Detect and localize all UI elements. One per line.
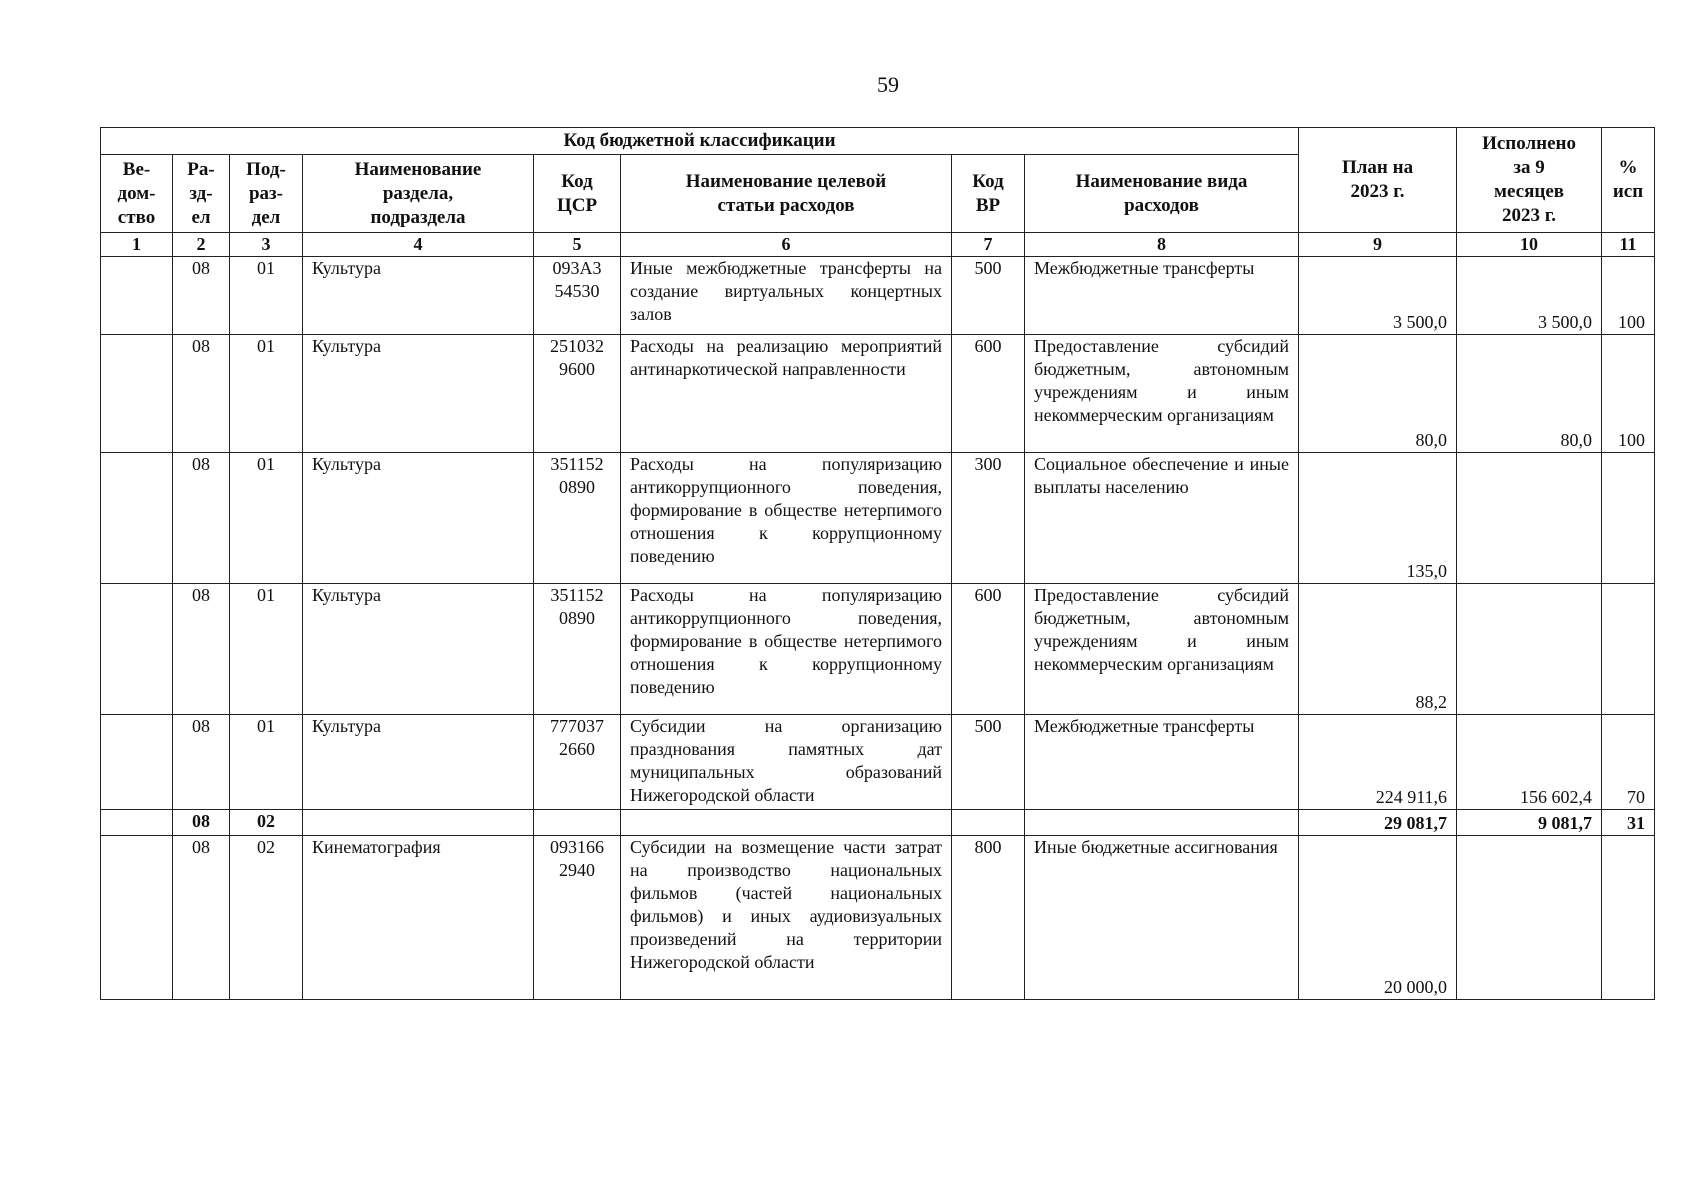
department-cell — [101, 810, 173, 836]
column-number: 6 — [621, 233, 952, 257]
expense-type-cell — [1025, 810, 1299, 836]
percent-cell: 100 — [1602, 335, 1655, 453]
vr-header: Код ВР — [952, 155, 1025, 233]
section-cell: 08 — [173, 715, 230, 810]
target-name-cell: Расходы на реализацию мероприятий антинаркотической направленности — [621, 335, 952, 453]
percent-cell — [1602, 453, 1655, 584]
target-name-cell: Расходы на популяризацию антикоррупционного поведения, формирование в обществе нетерпимого отношения к коррупционному поведению — [621, 584, 952, 715]
table-row — [101, 584, 1655, 715]
section-header: Ра- зд- ел — [173, 155, 230, 233]
column-number: 2 — [173, 233, 230, 257]
table-body — [101, 257, 1655, 1000]
plan-cell: 80,0 — [1299, 335, 1457, 453]
executed-cell: 156 602,4 — [1457, 715, 1602, 810]
subsection-cell: 02 — [230, 810, 303, 836]
target-name-cell: Субсидии на возмещение части затрат на производство национальных фильмов (частей национальных фильмов) и иных аудиовизуальных произведений на территории Нижегородской области — [621, 836, 952, 1000]
csr-cell: 093А3 54530 — [534, 257, 621, 335]
executed-header: Исполнено за 9 месяцев 2023 г. — [1457, 128, 1602, 233]
executed-cell — [1457, 584, 1602, 715]
executed-total-cell: 9 081,7 — [1457, 810, 1602, 836]
section-cell: 08 — [173, 836, 230, 1000]
department-cell — [101, 257, 173, 335]
executed-cell — [1457, 836, 1602, 1000]
department-cell — [101, 836, 173, 1000]
table-row — [101, 836, 1655, 1000]
section-name-cell: Культура — [303, 584, 534, 715]
vr-cell: 600 — [952, 584, 1025, 715]
vr-cell: 600 — [952, 335, 1025, 453]
vr-cell: 300 — [952, 453, 1025, 584]
csr-cell: 351152 0890 — [534, 584, 621, 715]
expense-type-cell: Межбюджетные трансферты — [1025, 257, 1299, 335]
section-name-header: Наименование раздела, подраздела — [303, 155, 534, 233]
plan-cell: 224 911,6 — [1299, 715, 1457, 810]
column-number: 8 — [1025, 233, 1299, 257]
subsection-cell: 01 — [230, 257, 303, 335]
percent-total-cell: 31 — [1602, 810, 1655, 836]
percent-cell — [1602, 836, 1655, 1000]
department-cell — [101, 715, 173, 810]
department-header: Ве- дом- ство — [101, 155, 173, 233]
csr-cell: 777037 2660 — [534, 715, 621, 810]
column-number: 9 — [1299, 233, 1457, 257]
csr-cell: 351152 0890 — [534, 453, 621, 584]
table-row — [101, 453, 1655, 584]
target-name-header: Наименование целевой статьи расходов — [621, 155, 952, 233]
section-cell: 08 — [173, 584, 230, 715]
section-cell: 08 — [173, 257, 230, 335]
expense-type-header: Наименование вида расходов — [1025, 155, 1299, 233]
section-name-cell: Культура — [303, 453, 534, 584]
column-number: 4 — [303, 233, 534, 257]
section-cell: 08 — [173, 453, 230, 584]
subsection-cell: 01 — [230, 335, 303, 453]
plan-cell: 88,2 — [1299, 584, 1457, 715]
expense-type-cell: Предоставление субсидий бюджетным, автономным учреждениям и иным некоммерческим организациям — [1025, 335, 1299, 453]
section-cell: 08 — [173, 335, 230, 453]
plan-cell: 135,0 — [1299, 453, 1457, 584]
summary-row — [101, 810, 1655, 836]
section-name-cell: Кинематография — [303, 836, 534, 1000]
percent-header: % исп — [1602, 128, 1655, 233]
subsection-cell: 02 — [230, 836, 303, 1000]
executed-cell — [1457, 453, 1602, 584]
plan-cell: 3 500,0 — [1299, 257, 1457, 335]
budget-classification-header: Код бюджетной классификации — [101, 128, 1299, 155]
target-name-cell: Субсидии на организацию празднования памятных дат муниципальных образований Нижегородской области — [621, 715, 952, 810]
expense-type-cell: Иные бюджетные ассигнования — [1025, 836, 1299, 1000]
percent-cell: 100 — [1602, 257, 1655, 335]
vr-cell: 500 — [952, 257, 1025, 335]
section-name-cell — [303, 810, 534, 836]
column-number: 7 — [952, 233, 1025, 257]
subsection-cell: 01 — [230, 584, 303, 715]
expense-type-cell: Предоставление субсидий бюджетным, автономным учреждениям и иным некоммерческим организациям — [1025, 584, 1299, 715]
column-number: 10 — [1457, 233, 1602, 257]
column-number: 11 — [1602, 233, 1655, 257]
department-cell — [101, 335, 173, 453]
table-header — [101, 128, 1655, 257]
expense-type-cell: Социальное обеспечение и иные выплаты населению — [1025, 453, 1299, 584]
section-cell: 08 — [173, 810, 230, 836]
percent-cell — [1602, 584, 1655, 715]
column-number-row — [101, 233, 1655, 257]
percent-cell: 70 — [1602, 715, 1655, 810]
target-name-cell: Иные межбюджетные трансферты на создание виртуальных концертных залов — [621, 257, 952, 335]
page-number: 59 — [877, 72, 899, 97]
csr-cell: 251032 9600 — [534, 335, 621, 453]
department-cell — [101, 453, 173, 584]
section-name-cell: Культура — [303, 257, 534, 335]
column-number: 3 — [230, 233, 303, 257]
vr-cell: 500 — [952, 715, 1025, 810]
csr-cell: 093166 2940 — [534, 836, 621, 1000]
plan-cell: 20 000,0 — [1299, 836, 1457, 1000]
table-row — [101, 257, 1655, 335]
section-name-cell: Культура — [303, 715, 534, 810]
expense-type-cell: Межбюджетные трансферты — [1025, 715, 1299, 810]
target-name-cell: Расходы на популяризацию антикоррупционного поведения, формирование в обществе нетерпимого отношения к коррупционному поведению — [621, 453, 952, 584]
csr-header: Код ЦСР — [534, 155, 621, 233]
executed-cell: 3 500,0 — [1457, 257, 1602, 335]
subsection-header: Под- раз- дел — [230, 155, 303, 233]
plan-header: План на 2023 г. — [1299, 128, 1457, 233]
department-cell — [101, 584, 173, 715]
subsection-cell: 01 — [230, 453, 303, 584]
vr-cell — [952, 810, 1025, 836]
table-row — [101, 335, 1655, 453]
section-name-cell: Культура — [303, 335, 534, 453]
subsection-cell: 01 — [230, 715, 303, 810]
table-row — [101, 715, 1655, 810]
csr-cell — [534, 810, 621, 836]
column-number: 1 — [101, 233, 173, 257]
plan-total-cell: 29 081,7 — [1299, 810, 1457, 836]
executed-cell: 80,0 — [1457, 335, 1602, 453]
budget-table — [100, 127, 1655, 1000]
target-name-cell — [621, 810, 952, 836]
column-number: 5 — [534, 233, 621, 257]
vr-cell: 800 — [952, 836, 1025, 1000]
